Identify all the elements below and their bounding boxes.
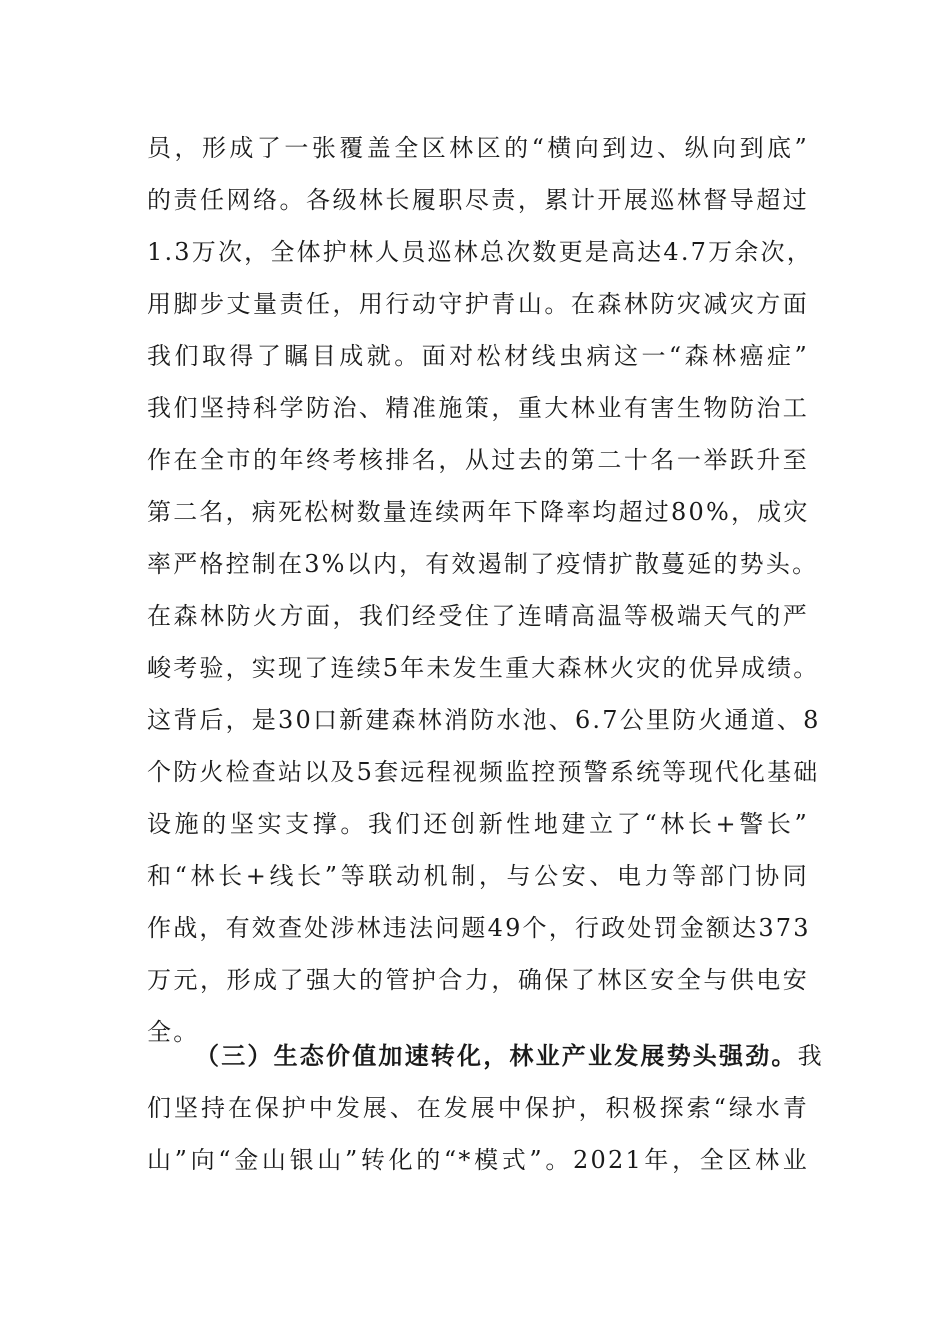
text-line: 我们坚持科学防治、精准施策，重大林业有害生物防治工	[147, 394, 809, 422]
text-line: 设施的坚实支撑。我们还创新性地建立了“林长+警长”	[147, 810, 809, 838]
text-line: 第二名，病死松树数量连续两年下降率均超过80%，成灾	[147, 498, 810, 526]
text-line: 的责任网络。各级林长履职尽责，累计开展巡林督导超过	[147, 186, 809, 214]
text-line: 万元，形成了强大的管护合力，确保了林区安全与供电安	[147, 966, 809, 994]
text-line: 山”向“金山银山”转化的“*模式”。2021年，全区林业	[147, 1146, 809, 1174]
text-fragment: 我	[797, 1042, 824, 1070]
text-line: 我们取得了瞩目成就。面对松材线虫病这一“森林癌症”	[147, 342, 809, 370]
section-heading: （三）生态价值加速转化，林业产业发展势头强劲。	[195, 1042, 798, 1070]
text-line: 们坚持在保护中发展、在发展中保护，积极探索“绿水青	[147, 1094, 809, 1122]
text-line: 峻考验，实现了连续5年未发生重大森林火灾的优异成绩。	[147, 654, 820, 682]
text-line: 和“林长+线长”等联动机制，与公安、电力等部门协同	[147, 862, 809, 890]
paragraph-ecological-value	[147, 1030, 824, 1186]
text-line: 用脚步丈量责任，用行动守护青山。在森林防灾减灾方面	[147, 290, 809, 318]
text-line: 员，形成了一张覆盖全区林区的“横向到边、纵向到底”	[147, 134, 809, 162]
paragraph-forest-protection	[147, 122, 821, 1058]
text-line: 个防火检查站以及5套远程视频监控预警系统等现代化基础	[147, 758, 820, 786]
text-line: 1.3万次，全体护林人员巡林总次数更是高达4.7万余次，	[147, 238, 813, 266]
text-line: 全。	[147, 1018, 200, 1046]
text-line: 率严格控制在3%以内，有效遏制了疫情扩散蔓延的势头。	[147, 550, 819, 578]
section-heading-line	[147, 1030, 824, 1082]
text-line: 作在全市的年终考核排名，从过去的第二十名一举跃升至	[147, 446, 809, 474]
text-line: 这背后，是30口新建森林消防水池、6.7公里防火通道、8	[147, 706, 821, 734]
text-line: 在森林防火方面，我们经受住了连晴高温等极端天气的严	[147, 602, 809, 630]
text-line: 作战，有效查处涉林违法问题49个，行政处罚金额达373	[147, 914, 811, 942]
